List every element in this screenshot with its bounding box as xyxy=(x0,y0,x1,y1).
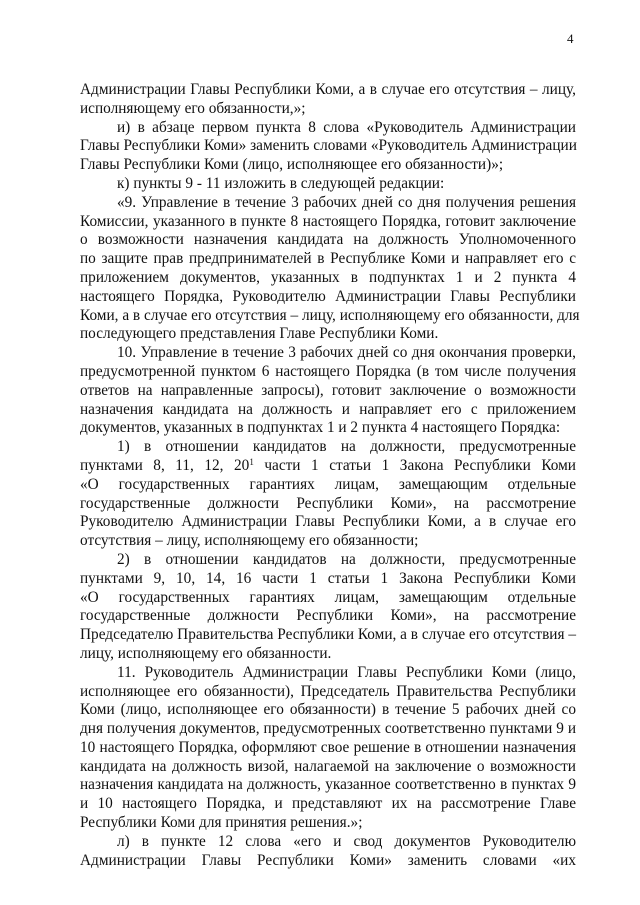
text-line: назначения кандидата на должность и направляет его с приложением xyxy=(80,400,576,418)
text-line: лицу, исполняющему его обязанности. xyxy=(80,644,332,662)
text-line xyxy=(80,457,576,476)
paragraph-point-11 xyxy=(80,664,576,833)
text-line: по защите прав предпринимателей в Республике Коми и направляет его с xyxy=(80,250,576,268)
paragraph-point-9 xyxy=(80,193,580,344)
page-number: 4 xyxy=(567,31,574,46)
text-line: «О государственных гарантиях лицам, замещающим отдельные xyxy=(80,475,576,493)
text-line: Администрации Главы Республики Коми» заменить словами «их xyxy=(80,851,576,869)
text-line: Руководителю Администрации Главы Республики Коми, а в случае его xyxy=(80,513,576,531)
text-line: документов, указанных в подпунктах 1 и 2 пункта 4 настоящего Порядка: xyxy=(80,419,561,437)
text-line: Главы Республики Коми (лицо, исполняющее его обязанности)»; xyxy=(80,156,504,174)
text-line: приложением документов, указанных в подпунктах 1 и 2 пункта 4 xyxy=(80,268,576,286)
paragraph-continuation xyxy=(80,81,576,119)
text-line: Комиссии, указанного в пункте 8 настоящего Порядка, готовит заключение xyxy=(80,212,576,230)
text-line: предусмотренной пунктом 6 настоящего Порядка (в том числе получения xyxy=(80,362,576,380)
text-line: ответов на направленные запросы), готовит заключение о возможности xyxy=(80,381,576,399)
text-line: Председателю Правительства Республики Коми, а в случае его отсутствия – xyxy=(80,626,576,644)
text-line: кандидата на должность визой, налагаемой на заключение о возможности xyxy=(80,757,576,775)
text-line: исполняющее его обязанности), Председатель Правительства Республики xyxy=(80,682,576,700)
text-line: Республики Коми для принятия решения.»; xyxy=(80,814,363,832)
text-line: Коми, а в случае его отсутствия – лицу, исполняющему его обязанности, для xyxy=(80,306,580,324)
text-line: последующего представления Главе Республики Коми. xyxy=(80,325,439,343)
text-line: государственные должности Республики Коми», на рассмотрение xyxy=(80,607,576,625)
paragraph-l xyxy=(80,833,576,871)
text-line: к) пункты 9 - 11 изложить в следующей редакции: xyxy=(117,174,445,192)
text-line: о возможности назначения кандидата на должность Уполномоченного xyxy=(80,231,576,249)
paragraph-i xyxy=(80,119,576,175)
text-line: дня получения документов, предусмотренных соответственно пунктами 9 и xyxy=(80,720,576,738)
text-fragment: пунктами 8, 11, 12, 20 xyxy=(80,456,250,474)
paragraph-k xyxy=(80,175,576,194)
document-body xyxy=(80,81,580,870)
text-line: л) в пункте 12 слова «его и свод документов Руководителю xyxy=(117,832,576,850)
text-line: 2) в отношении кандидатов на должности, предусмотренные xyxy=(117,550,576,568)
paragraph-subpoint-1 xyxy=(80,438,576,551)
text-line: настоящего Порядка, Руководителю Администрации Главы Республики xyxy=(80,287,576,305)
text-line: государственные должности Республики Коми», на рассмотрение xyxy=(80,494,576,512)
superscript: 1 xyxy=(249,456,254,467)
paragraph-subpoint-2 xyxy=(80,551,576,664)
text-line: назначения кандидата на должность, указанное соответственно в пунктах 9 xyxy=(80,776,576,794)
text-line: Коми (лицо, исполняющее его обязанности) в течение 5 рабочих дней со xyxy=(80,701,576,719)
text-line: 10. Управление в течение 3 рабочих дней со дня окончания проверки, xyxy=(117,344,576,362)
text-line: «9. Управление в течение 3 рабочих дней со дня получения решения xyxy=(117,193,576,211)
text-line: Главы Республики Коми» заменить словами «Руководитель Администрации xyxy=(80,137,577,155)
paragraph-point-10 xyxy=(80,344,576,438)
text-line: Администрации Главы Республики Коми, а в случае его отсутствия – лицу, xyxy=(80,81,576,98)
text-line: «О государственных гарантиях лицам, замещающим отдельные xyxy=(80,588,576,606)
text-line: отсутствия – лицу, исполняющему его обязанности; xyxy=(80,532,419,550)
text-line: и) в абзаце первом пункта 8 слова «Руководитель Администрации xyxy=(117,118,576,136)
text-line: исполняющему его обязанности,»; xyxy=(80,99,306,117)
text-line: 1) в отношении кандидатов на должности, предусмотренные xyxy=(117,438,576,456)
text-line: пунктами 9, 10, 14, 16 части 1 статьи 1 Закона Республики Коми xyxy=(80,569,576,587)
text-line: 11. Руководитель Администрации Главы Республики Коми (лицо, xyxy=(117,663,576,681)
text-line: 10 настоящего Порядка, оформляют свое решение в отношении назначения xyxy=(80,738,576,756)
text-fragment: части 1 статьи 1 Закона Республики Коми xyxy=(253,456,576,474)
text-line: и 10 настоящего Порядка, и представляют их на рассмотрение Главе xyxy=(80,795,576,813)
